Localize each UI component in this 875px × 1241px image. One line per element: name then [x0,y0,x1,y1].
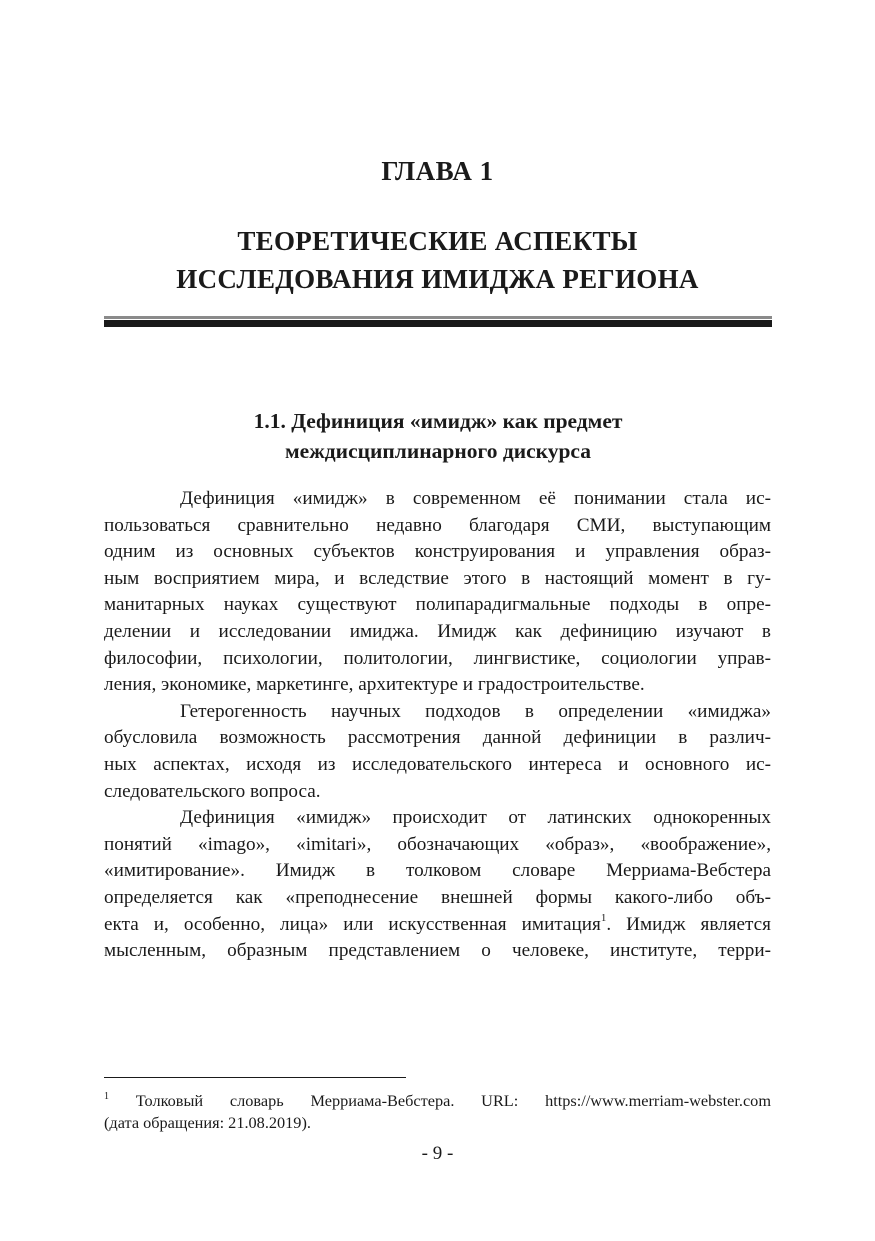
footnote-marker: 1 [104,1090,109,1102]
chapter-title-line: ИССЛЕДОВАНИЯ ИМИДЖА РЕГИОНА [176,264,699,294]
chapter-title [100,222,775,298]
body-line: ных аспектах, исходя из исследовательского интереса и основного ис- [104,753,771,775]
page-number: - 9 - [421,1143,454,1164]
body-line-part: . Имидж является [606,913,772,935]
section-heading-line: междисциплинарного дискурса [285,439,591,463]
chapter-label: ГЛАВА 1 [381,156,494,186]
footnote [104,1090,771,1134]
body-line: обусловила возможность рассмотрения данной дефиниции в различ- [104,727,771,749]
chapter-divider-thick [104,320,772,327]
footnote-line: (дата обращения: 21.08.2019). [104,1113,311,1132]
body-line: ления, экономике, маркетинге, архитектуре и градостроительстве. [104,674,645,696]
footnote-reference[interactable]: 1 [600,912,607,925]
body-line-part: екта и, особенно, лица» или искусственная имитация [104,913,601,935]
body-line: одним из основных субъектов конструирования и управления образ- [104,541,771,563]
body-line: Дефиниция «имидж» происходит от латинских однокоренных [180,807,771,829]
body-line: философии, психологии, политологии, лингвистике, социологии управ- [104,647,771,669]
body-line: определяется как «преподнесение внешней формы какого-либо объ- [104,886,771,908]
body-text [104,486,771,965]
body-line: мысленным, образным представлением о человеке, институте, терри- [104,940,771,962]
body-line: «имитирование». Имидж в толковом словаре Мерриама-Вебстера [104,860,771,882]
chapter-divider-thin [104,316,772,319]
footnote-text: Толковый словарь Мерриама-Вебстера. URL: https://www.merriam-webster.com [135,1091,771,1110]
footnote-line [104,1090,771,1112]
body-line: Дефиниция «имидж» в современном её понимании стала ис- [180,488,771,509]
footnote-divider [104,1077,406,1078]
body-line: понятий «imago», «imitari», обозначающих «образ», «воображение», [104,833,771,855]
chapter-title-line: ТЕОРЕТИЧЕСКИЕ АСПЕКТЫ [237,226,638,256]
section-heading-line: 1.1. Дефиниция «имидж» как предмет [253,409,623,433]
section-heading [104,406,772,466]
body-line: ным восприятием мира, и вследствие этого в настоящий момент в гу- [104,567,771,589]
body-line: манитарных науках существуют полипарадигмальные подходы в опре- [104,594,771,616]
body-line: делении и исследовании имиджа. Имидж как дефиницию изучают в [104,620,771,642]
body-line [104,912,771,939]
body-line: Гетерогенность научных подходов в определении «имиджа» [180,700,771,722]
body-line: следовательского вопроса. [104,780,321,802]
body-line: пользоваться сравнительно недавно благодаря СМИ, выступающим [104,514,771,536]
